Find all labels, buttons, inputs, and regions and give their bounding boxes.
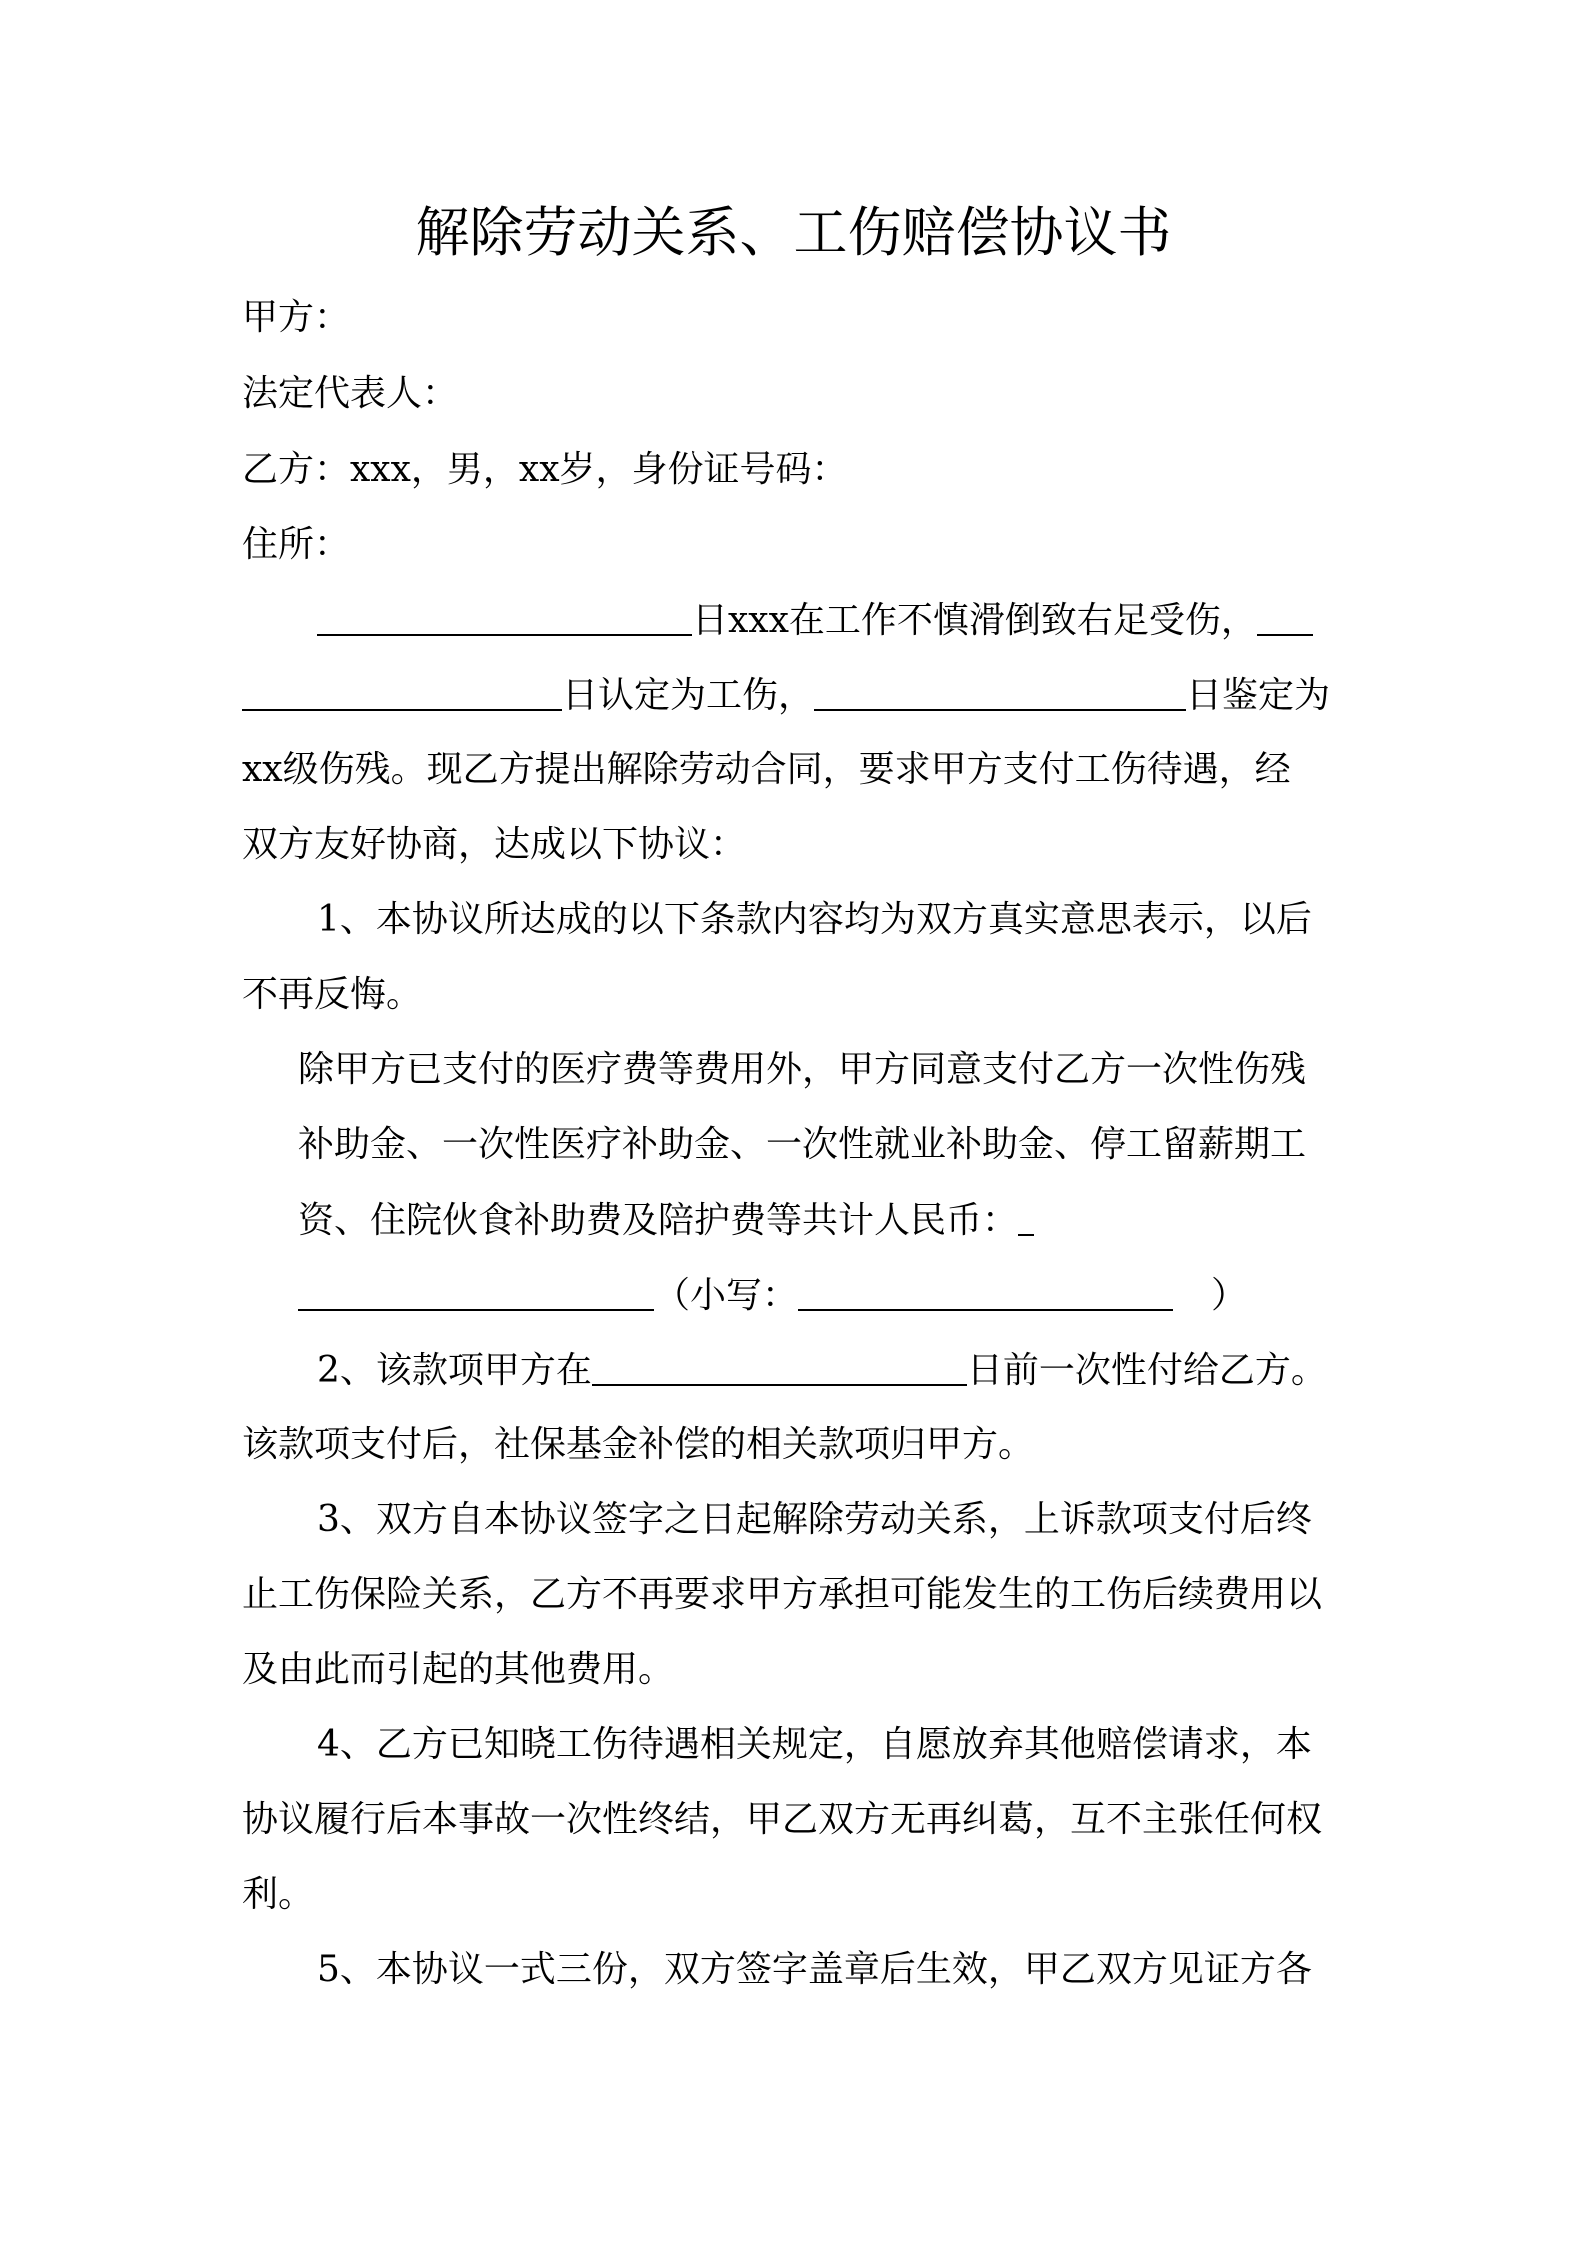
intro-text-1: 日xxx在工作不慎滑倒致右足受伤，	[692, 600, 1257, 641]
address-line: 住所：	[242, 524, 351, 565]
clause-2-line-1	[317, 1352, 1327, 1389]
intro-text-2: 日认定为工伤，	[562, 675, 815, 716]
amount-lowercase-label: （小写：	[654, 1275, 799, 1316]
legal-representative-line: 法定代表人：	[242, 373, 459, 414]
intro-line-2	[242, 677, 1330, 714]
amount-lowercase-blank[interactable]	[798, 1277, 1173, 1311]
payment-line-2: 补助金、一次性医疗补助金、一次性就业补助金、停工留薪期工	[298, 1124, 1307, 1165]
payment-text-3: 资、住院伙食补助费及陪护费等共计人民币：	[298, 1200, 1019, 1241]
clause-2-text-2: 日前一次性付给乙方。	[966, 1350, 1327, 1391]
clause-3-line-2: 止工伤保险关系，乙方不再要求甲方承担可能发生的工伤后续费用以	[242, 1574, 1323, 1615]
party-b-line: 乙方：xxx，男，xx岁，身份证号码：	[242, 449, 848, 490]
clause-2-text-1: 2、该款项甲方在	[317, 1350, 592, 1391]
amount-close-paren: ）	[1211, 1275, 1248, 1316]
document-title: 解除劳动关系、工伤赔偿协议书	[415, 201, 1172, 264]
clause-1-line-2: 不再反悔。	[242, 974, 423, 1015]
amount-blank-start[interactable]	[1018, 1202, 1034, 1236]
clause-4-line-3: 利。	[242, 1874, 315, 1915]
date-blank-injury[interactable]	[317, 602, 692, 636]
intro-line-3: xx级伤残。现乙方提出解除劳动合同，要求甲方支付工伤待遇，经	[242, 749, 1291, 790]
clause-5-line-1: 5、本协议一式三份，双方签字盖章后生效，甲乙双方见证方各	[317, 1949, 1312, 1990]
clause-4-line-1: 4、乙方已知晓工伤待遇相关规定，自愿放弃其他赔偿请求，本	[317, 1724, 1312, 1765]
date-blank-recognition[interactable]	[242, 677, 562, 711]
date-blank-recognition-start[interactable]	[1257, 602, 1313, 636]
intro-text-3: 日鉴定为	[1186, 675, 1331, 716]
date-blank-appraisal[interactable]	[814, 677, 1186, 711]
clause-4-line-2: 协议履行后本事故一次性终结，甲乙双方无再纠葛，互不主张任何权	[242, 1799, 1323, 1840]
payment-line-3	[298, 1202, 1034, 1239]
clause-2-line-2: 该款项支付后，社保基金补偿的相关款项归甲方。	[242, 1424, 1035, 1465]
amount-uppercase-blank[interactable]	[298, 1277, 654, 1311]
clause-1-line-1: 1、本协议所达成的以下条款内容均为双方真实意思表示，以后	[317, 899, 1312, 940]
intro-line-4: 双方友好协商，达成以下协议：	[242, 824, 747, 865]
clause-3-line-1: 3、双方自本协议签字之日起解除劳动关系，上诉款项支付后终	[317, 1499, 1312, 1540]
payment-line-1: 除甲方已支付的医疗费等费用外，甲方同意支付乙方一次性伤残	[298, 1049, 1307, 1090]
payment-date-blank[interactable]	[592, 1352, 967, 1386]
intro-line-1	[317, 602, 1313, 639]
clause-3-line-3: 及由此而引起的其他费用。	[242, 1649, 675, 1690]
payment-line-4	[298, 1277, 1247, 1314]
party-a-line: 甲方：	[242, 297, 351, 338]
